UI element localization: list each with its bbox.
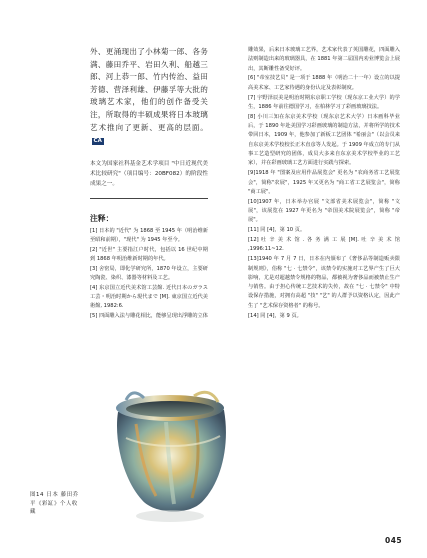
page-number: 045 (385, 536, 403, 545)
figure-caption: 图14 日本 藤田乔平《彩缸》个人收藏 (30, 492, 79, 516)
note-item: [14] 同 [4]，第 9 页。 (248, 312, 302, 319)
note-item: [7] 宇野泽辰美是明治时期东京职工学校（现东京工业大学）的学生，1886 年前往德国学习，在柏林学习了彩画玻璃技法。 (248, 94, 400, 110)
note-item: [4] 东京国立近代美术馆工芸館. 近代日本のガラス工芸・明治时期から現代まで [M]. 東京国立近代美術館, 1982:6. (90, 284, 208, 310)
ca-end-mark-icon: CA (93, 138, 102, 145)
right-column (248, 46, 400, 322)
glass-bowl-image (96, 378, 243, 528)
fund-note: 本文为国家社科基金艺术学项目 "中日近现代美术比较研究"（项目编号：20BF082）的阶段性成果之一。 (90, 160, 208, 187)
note-item: [9]1918 年 "图案及应用作品展览会" 更名为 "农商务省工艺展览会"，简称"农展"，1925 年又更名为 "商工省工艺展览会"，简称 "商工展"。 (248, 170, 400, 195)
note-item: [5] 四面雕入法与雕花相比，能够呈现出浮雕的立体 (90, 312, 208, 319)
note-item: [10]1907 年，日本举办官展 "文部省美术展览会"，简称 "文展"，该展览在 1927 年更名为 "帝国美术院展览会"，简称 "帝展"。 (248, 198, 400, 224)
notes-heading: 注释： (90, 213, 114, 223)
note-item: [8] 小川三知在东京美术学校（现东京艺术大学）日本画科毕业后，于 1890 年赴美国学习彩画玻璃的制造方法，并将所学的技术带回日本，1909 年，他参加了新板工艺团体 "希丽会"（以会员来自东京美术学校校长正木直彦等人发起。于 1909 年成立的专门从事工艺造型研究的团体，成员大多来自东京美术学校毕业的工艺家），并在彩画玻璃工艺方面进行实践与探索。 (248, 113, 400, 167)
note-item: [11] 同 [4]，第 10 页。 (248, 227, 306, 234)
note-item: [3] 舍密局，即化学研究所，1870 年设立，主要研究陶瓷、染织、漆器等材料及工艺。 (90, 265, 208, 281)
note-item: [12] 吐 辛 美 术 馆 . 各 务 满 工 展 [M]. 吐 辛 美 术 馆 ,1996:11~12. (248, 237, 400, 253)
note-item: 雕效果，后来日本玻璃工艺界，艺术家代表了英国雕花，四面雕入法则制造出来的玻璃器具，在 1881 年第二届国内劝业博览会上展出，其断雕性备受好评。 (248, 47, 400, 72)
body-paragraph-text: 外、更涌现出了小林菊一郎、各务满、藤田乔平、岩田久利、船越三郎、河上恭一郎、竹内传治、益田芳德、营泽利雄、伊藤孚等大批的玻璃艺术家，他们的创作备受关注，所取得的丰硕成果将日本玻璃艺术推向了更新、更高的层面。 (90, 47, 208, 132)
note-item: [6] "帝室技艺员" 是一项于 1888 年（明治二十一年）设立的以提高美术家、工艺家待遇的身份认定及表彰制度。 (248, 75, 400, 91)
divider (90, 198, 208, 199)
note-item: [13]1940 年 7 月 7 日，日本在内颁布了《奢侈品等制造贩卖限制规则》，俗称 "七 · 七禁令"，该禁令的实施对工艺界产生了巨大影响，尤是对超越禁令规格的物品，都被视为奢侈品而被禁止生产与销售。由于担心传统工艺技术的失传，故在 "七 · 七禁令" 中特设保存措施，对拥有高超 "技" "艺" 的人群予以资格认定，因此产生了 "艺术保存资格者" 的称号。 (248, 256, 400, 309)
body-paragraph (90, 46, 208, 147)
note-item: [1] 日本的 "近代" 为 1868 至 1945 年（明治维新至昭和前期），"现代" 为 1945 年至今。 (90, 227, 208, 243)
left-column (90, 46, 208, 322)
note-item: [2] "近世" 主要指江户时代，包括以 16 世纪中期到 1868 年明治维新时期的年代。 (90, 246, 208, 262)
